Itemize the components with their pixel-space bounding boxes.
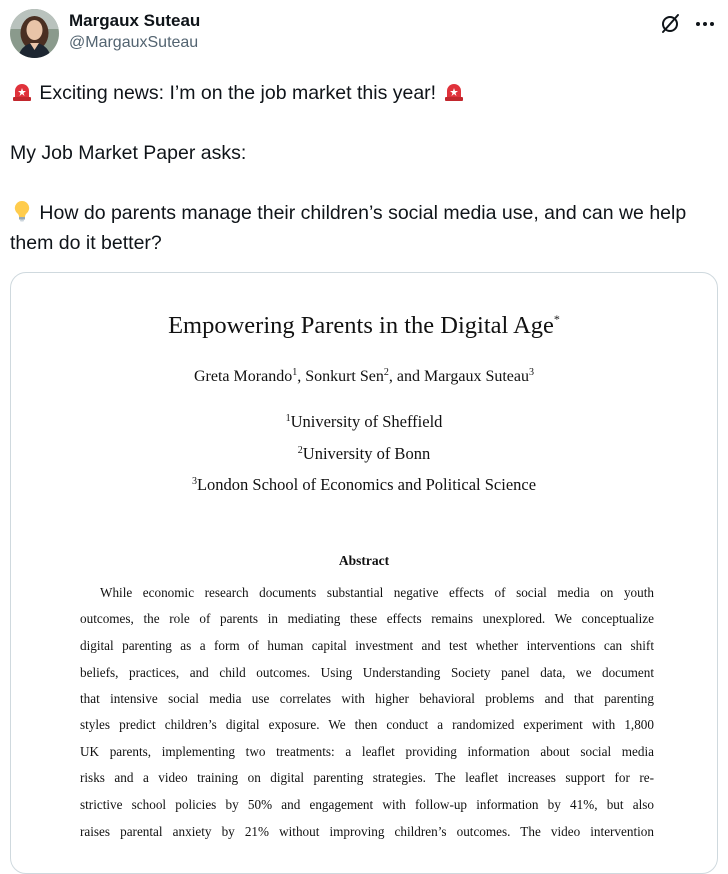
user-names [69,10,200,54]
aff-3-sup: 3 [191,476,197,487]
abstract-line: outcomes, the role of parents in mediating these effects remains unexplored. We conceptualize [80,611,654,626]
abstract-line: beliefs, practices, and child outcomes. Using Understanding Society panel data, we document [80,665,654,680]
tweet-line-headline [10,78,716,108]
author-separator: , and [388,368,424,385]
aff-2-text: University of Bonn [302,444,431,463]
abstract-heading: Abstract [338,553,390,568]
abstract-line: strictive school policies by 50% and engagement with follow-up information by 41%, but also [80,797,654,812]
paper-title-mark: * [553,312,560,326]
paper-title [11,303,717,342]
affiliation-2 [11,440,717,465]
avatar[interactable] [10,9,59,58]
paper-title-text: Empowering Parents in the Digital Age [168,312,554,339]
user-handle[interactable]: @MargauxSuteau [69,34,199,51]
abstract-line: digital parenting as a form of human capital investment and test whether interventions can shift [80,638,654,653]
aff-1-text: University of Sheffield [290,412,443,431]
affiliation-1 [11,408,717,433]
paper-image[interactable] [10,272,718,874]
police-siren-icon [442,79,466,103]
tweet-line-jmp: My Job Market Paper asks: [10,142,247,164]
tweet-header [10,8,718,60]
abstract-line: While economic research documents substantial negative effects of social media on youth [100,585,654,600]
display-name[interactable]: Margaux Suteau [69,11,201,30]
author-3-sup: 3 [528,367,534,378]
author-1: Greta Morando [194,368,293,385]
author-2: Sonkurt Sen [305,368,384,385]
author-separator: , [297,368,306,385]
author-3: Margaux Suteau [423,368,529,385]
tweet-question: How do parents manage their children’s social media use, and can we help them do it better? [10,202,687,254]
more-icon[interactable] [692,12,718,36]
tweet-text [10,78,716,258]
abstract-line: styles predict children’s digital exposure. We then conduct a randomized experiment with 1,800 [80,717,654,732]
aff-3-text: London School of Economics and Political Science [196,475,537,494]
tweet-line-question [10,198,716,258]
affiliation-3 [11,471,717,496]
aff-1-sup: 1 [285,413,291,424]
abstract-line: UK parents, implementing two treatments: a leaflet providing information about social media [80,744,654,759]
abstract-line: raises parental anxiety by 21% without improving children’s outcomes. The video intervention [80,824,654,839]
paper-authors [11,362,717,388]
lightbulb-icon [10,199,34,223]
grok-icon[interactable] [658,12,682,36]
abstract-line: risks and a video training on digital parenting strategies. The leaflet increases support for re- [80,770,654,785]
author-1-sup: 1 [292,367,298,378]
police-siren-icon [10,79,34,103]
aff-2-sup: 2 [297,445,303,456]
tweet-headline: Exciting news: I’m on the job market this year! [39,82,437,104]
abstract-line: that intensive social media use correlates with higher behavioral problems and that parenting [80,691,654,706]
author-2-sup: 2 [383,367,389,378]
